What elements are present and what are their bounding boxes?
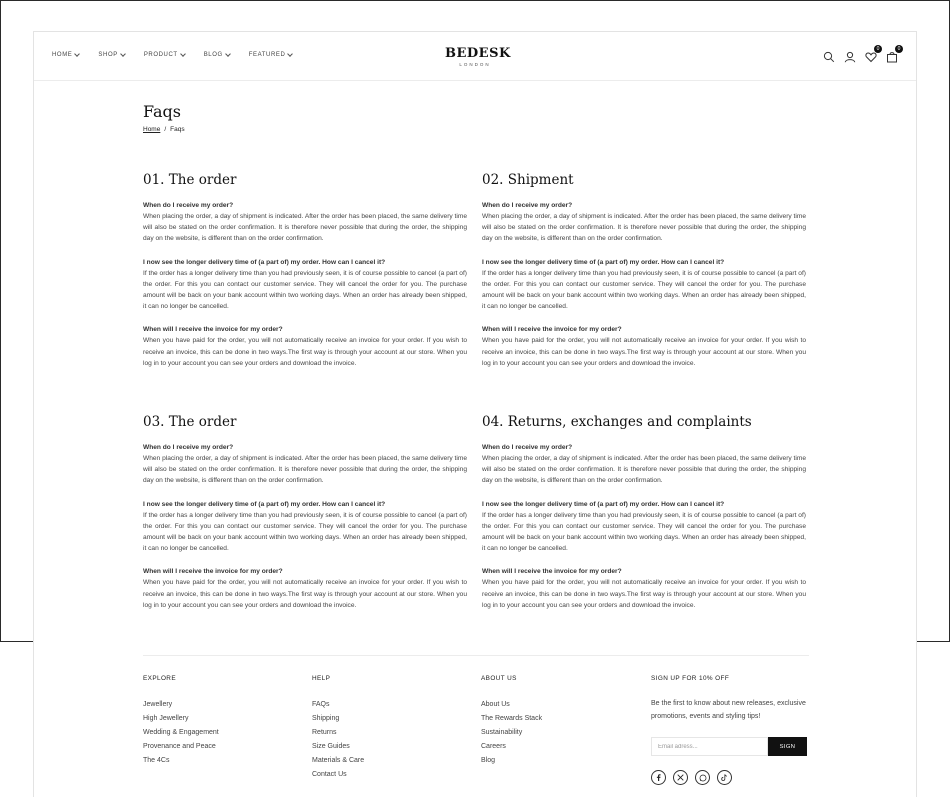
- faq-question: When will I receive the invoice for my order?: [143, 568, 283, 576]
- footer-link[interactable]: Jewellery: [143, 701, 173, 708]
- faq-question: When will I receive the invoice for my order?: [143, 326, 283, 334]
- chevron-down-icon: [225, 51, 231, 57]
- site-header: [34, 32, 916, 81]
- wishlist-count-badge: 0: [874, 45, 882, 53]
- nav-featured-label: FEATURED: [248, 52, 286, 58]
- cart-count-badge: 0: [895, 45, 903, 53]
- faq-answer: If the order has a longer delivery time than you had previously seen, it is of course possible to cancel (a part of) the order. For this you can contact our customer service. They will cancel the order for you. The purchase amount will be back on your bank account within two working days. When an order has already been shipped, it can no longer be cancelled.: [143, 511, 467, 553]
- faq-answer: If the order has a longer delivery time than you had previously seen, it is of course possible to cancel (a part of) the order. For this you can contact our customer service. They will cancel the order for you. The purchase amount will be back on your bank account within two working days. When an order has already been shipped, it can no longer be cancelled.: [482, 269, 806, 311]
- nav-home-label: HOME: [52, 52, 73, 58]
- chevron-down-icon: [120, 51, 126, 57]
- footer-link[interactable]: Returns: [312, 729, 337, 736]
- breadcrumb: [143, 126, 185, 133]
- breadcrumb-home-link[interactable]: Home: [143, 126, 161, 133]
- footer-help: [312, 675, 364, 782]
- footer-link[interactable]: The Rewards Stack: [481, 715, 543, 722]
- section-title: 01. The order: [143, 172, 237, 188]
- brand-logo[interactable]: [445, 46, 511, 67]
- faq-item: [143, 442, 467, 487]
- main-nav: [52, 52, 311, 58]
- page-title: Faqs: [143, 102, 182, 121]
- nav-home[interactable]: [52, 52, 79, 58]
- footer-link[interactable]: Shipping: [312, 715, 340, 722]
- footer-link[interactable]: High Jewellery: [143, 715, 189, 722]
- footer-link[interactable]: Contact Us: [312, 771, 347, 778]
- faq-item: [143, 200, 467, 245]
- footer-divider: [143, 655, 809, 656]
- faq-item: [482, 566, 806, 611]
- faq-answer: When placing the order, a day of shipment is indicated. After the order has been placed, the same delivery time will also be stated on the order confirmation. It is therefore never possible that during the order, the shipping day on the website, is different than on the order confirmation.: [482, 455, 806, 485]
- search-icon[interactable]: [823, 50, 835, 62]
- chevron-down-icon: [180, 51, 186, 57]
- faq-item: [143, 324, 467, 369]
- faq-question: When do I receive my order?: [143, 202, 234, 209]
- faq-question: When do I receive my order?: [482, 444, 573, 451]
- section-title: 02. Shipment: [482, 172, 574, 188]
- faq-question: I now see the longer delivery time of (a part of) my order. How can I cancel it?: [482, 258, 725, 266]
- tiktok-icon[interactable]: [717, 770, 732, 785]
- faq-item: [482, 324, 806, 369]
- faq-question: I now see the longer delivery time of (a part of) my order. How can I cancel it?: [482, 500, 725, 508]
- footer-signup: [651, 675, 816, 785]
- faq-item: [143, 257, 467, 313]
- faq-question: When will I receive the invoice for my order?: [482, 326, 622, 334]
- wishlist-heart-icon[interactable]: [865, 46, 880, 62]
- faq-item: [482, 257, 806, 313]
- x-twitter-icon[interactable]: [673, 770, 688, 785]
- footer-link[interactable]: Size Guides: [312, 743, 350, 750]
- faq-item: [143, 499, 467, 555]
- nav-featured[interactable]: [249, 52, 293, 58]
- nav-blog[interactable]: [204, 52, 230, 58]
- breadcrumb-current: Faqs: [170, 126, 185, 133]
- faq-question: When will I receive the invoice for my order?: [482, 568, 622, 576]
- footer-heading: EXPLORE: [143, 675, 176, 682]
- faq-section-3: [143, 414, 467, 623]
- footer-link[interactable]: FAQs: [312, 701, 330, 708]
- footer-heading: HELP: [312, 675, 331, 682]
- nav-shop-label: SHOP: [98, 52, 118, 58]
- footer-link[interactable]: Sustainability: [481, 729, 523, 736]
- breadcrumb-separator: /: [164, 126, 167, 133]
- footer-link[interactable]: Blog: [481, 757, 496, 764]
- footer-link[interactable]: Wedding & Engagement: [143, 729, 219, 736]
- footer-link[interactable]: Provenance and Peace: [143, 743, 216, 750]
- faq-item: [143, 566, 467, 611]
- footer-explore: [143, 675, 219, 768]
- signup-form: [651, 737, 816, 756]
- footer-link[interactable]: About Us: [481, 701, 510, 708]
- faq-section-1: [143, 172, 467, 381]
- footer-heading: ABOUT US: [481, 675, 517, 682]
- faq-answer: When placing the order, a day of shipment is indicated. After the order has been placed, the same delivery time will also be stated on the order confirmation. It is therefore never possible that during the order, the shipping day on the website, is different than on the order confirmation.: [482, 213, 806, 243]
- faq-item: [482, 442, 806, 487]
- faq-answer: When you have paid for the order, you will not automatically receive an invoice for your order. If you wish to receive an invoice, this can be done in two ways.The first way is through your account at our store. When you log in to your account you can see your orders and download the invoice.: [482, 579, 806, 609]
- footer-link[interactable]: Careers: [481, 743, 506, 750]
- faq-answer: When placing the order, a day of shipment is indicated. After the order has been placed, the same delivery time will also be stated on the order confirmation. It is therefore never possible that during the order, the shipping day on the website, is different than on the order confirmation.: [143, 455, 467, 485]
- faq-answer: When placing the order, a day of shipment is indicated. After the order has been placed, the same delivery time will also be stated on the order confirmation. It is therefore never possible that during the order, the shipping day on the website, is different than on the order confirmation.: [143, 213, 467, 243]
- faq-section-2: [482, 172, 806, 381]
- footer-about: [481, 675, 542, 768]
- footer-link[interactable]: Materials & Care: [312, 757, 365, 764]
- faq-answer: When you have paid for the order, you will not automatically receive an invoice for your order. If you wish to receive an invoice, this can be done in two ways.The first way is through your account at our store. When you log in to your account you can see your orders and download the invoice.: [143, 337, 467, 367]
- faq-answer: If the order has a longer delivery time than you had previously seen, it is of course possible to cancel (a part of) the order. For this you can contact our customer service. They will cancel the order for you. The purchase amount will be back on your bank account within two working days. When an order has already been shipped, it can no longer be cancelled.: [143, 269, 467, 311]
- facebook-icon[interactable]: [651, 770, 666, 785]
- faq-question: When do I receive my order?: [482, 202, 573, 209]
- footer-heading: SIGN UP FOR 10% OFF: [651, 675, 730, 682]
- page-container: [33, 31, 917, 797]
- nav-product[interactable]: [144, 52, 185, 58]
- signup-description: Be the first to know about new releases, exclusive promotions, events and styling tips!: [651, 700, 806, 720]
- logo-wordmark: BEDESK: [445, 46, 511, 61]
- chevron-down-icon: [288, 51, 294, 57]
- sign-button[interactable]: SIGN: [768, 737, 807, 756]
- nav-product-label: PRODUCT: [143, 52, 178, 58]
- chevron-down-icon: [75, 51, 81, 57]
- faq-question: I now see the longer delivery time of (a part of) my order. How can I cancel it?: [143, 500, 386, 508]
- account-icon[interactable]: [844, 50, 856, 62]
- faq-question: I now see the longer delivery time of (a part of) my order. How can I cancel it?: [143, 258, 386, 266]
- logo-subtitle: LONDON: [459, 62, 491, 67]
- nav-blog-label: BLOG: [203, 52, 223, 58]
- section-title: 04. Returns, exchanges and complaints: [482, 414, 752, 430]
- faq-section-4: [482, 414, 806, 623]
- nav-shop[interactable]: [98, 52, 124, 58]
- header-icons: [823, 46, 907, 62]
- section-title: 03. The order: [143, 414, 237, 430]
- footer-link[interactable]: The 4Cs: [143, 757, 170, 764]
- faq-item: [482, 499, 806, 555]
- faq-answer: When you have paid for the order, you will not automatically receive an invoice for your order. If you wish to receive an invoice, this can be done in two ways.The first way is through your account at our store. When you log in to your account you can see your orders and download the invoice.: [482, 337, 806, 367]
- social-links: [651, 770, 816, 785]
- faq-item: [482, 200, 806, 245]
- email-input[interactable]: [651, 737, 768, 756]
- faq-question: When do I receive my order?: [143, 444, 234, 451]
- cart-bag-icon[interactable]: [886, 46, 901, 62]
- faq-answer: If the order has a longer delivery time than you had previously seen, it is of course possible to cancel (a part of) the order. For this you can contact our customer service. They will cancel the order for you. The purchase amount will be back on your bank account within two working days. When an order has already been shipped, it can no longer be cancelled.: [482, 511, 806, 553]
- faq-answer: When you have paid for the order, you will not automatically receive an invoice for your order. If you wish to receive an invoice, this can be done in two ways.The first way is through your account at our store. When you log in to your account you can see your orders and download the invoice.: [143, 579, 467, 609]
- whatsapp-icon[interactable]: [695, 770, 710, 785]
